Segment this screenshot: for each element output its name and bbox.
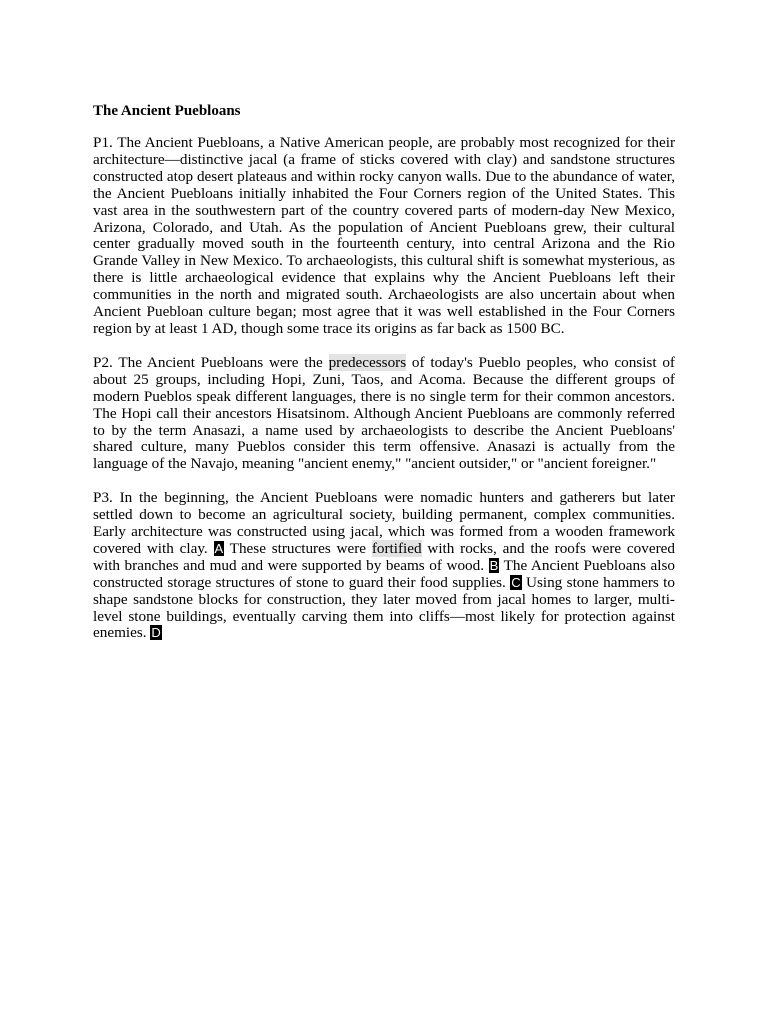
p3-text-part3: with rocks, and the roofs were covered with branches and mud and were supported by beams of wood. — [93, 539, 675, 574]
highlighted-word-predecessors[interactable]: predecessors — [328, 353, 407, 371]
document-title: The Ancient Puebloans — [93, 103, 241, 119]
p2-text-after: of today's Pueblo peoples, who consist of about 25 groups, including Hopi, Zuni, Taos, and Acoma. Because the different groups of modern Pueblos speak different languages, there is no single term for their common ancestors. The Hopi call their ancestors Hisatsinom. Although Ancient Puebloans are commonly referred to by the term Anasazi, a name used by archaeologists to describe the Ancient Puebloans' shared culture, many Pueblos consider this term offensive. Anasazi is actually from the language of the Navajo, meaning "ancient enemy," "ancient outsider," or "ancient foreigner." — [93, 353, 675, 473]
p3-text-part5: Using stone hammers to shape sandstone blocks for construction, they later moved from jacal homes to larger, multi-level stone buildings, eventually carving them into cliffs—most likely for protection against enemies. — [93, 573, 675, 642]
insertion-marker-a[interactable]: A — [214, 540, 224, 556]
document-page — [93, 102, 675, 659]
p1-text: P1. The Ancient Puebloans, a Native American people, are probably most recognized for their architecture—distinctive jacal (a frame of sticks covered with clay) and sandstone structures constructed atop desert plateaus and within rocky canyon walls. Due to the abundance of water, the Ancient Puebloans initially inhabited the Four Corners region of the United States. This vast area in the southwestern part of the country covered parts of modern-day New Mexico, Arizona, Colorado, and Utah. As the population of Ancient Puebloans grew, their cultural center gradually moved south in the fourteenth century, into central Arizona and the Rio Grande Valley in New Mexico. To archaeologists, this cultural shift is somewhat mysterious, as there is little archaeological evidence that explains why the Ancient Puebloans left their communities in the north and migrated south. Archaeologists are also uncertain about when Ancient Puebloan culture began; most agree that it was well established in the Four Corners region by at least 1 AD, though some trace its origins as far back as 1500 BC. — [93, 134, 675, 337]
highlighted-word-fortified[interactable]: fortified — [371, 539, 422, 557]
p2-text-before: P2. The Ancient Puebloans were the — [93, 353, 329, 371]
paragraph-p1 — [93, 135, 675, 338]
paragraph-p3 — [93, 490, 675, 642]
p3-text-part2: These structures were — [224, 539, 372, 557]
insertion-marker-d[interactable]: D — [151, 625, 161, 641]
p3-text-part1: P3. In the beginning, the Ancient Puebloans were nomadic hunters and gatherers but later settled down to become an agricultural society, building permanent, complex communities. Early architecture was constructed using jacal, which was formed from a wooden framework covered with clay. — [93, 489, 675, 557]
p3-text-part4: The Ancient Puebloans also constructed storage structures of stone to guard their food supplies. — [93, 556, 676, 591]
paragraph-p2 — [93, 355, 675, 473]
insertion-marker-b[interactable]: B — [489, 557, 499, 573]
insertion-marker-c[interactable]: C — [511, 574, 521, 590]
